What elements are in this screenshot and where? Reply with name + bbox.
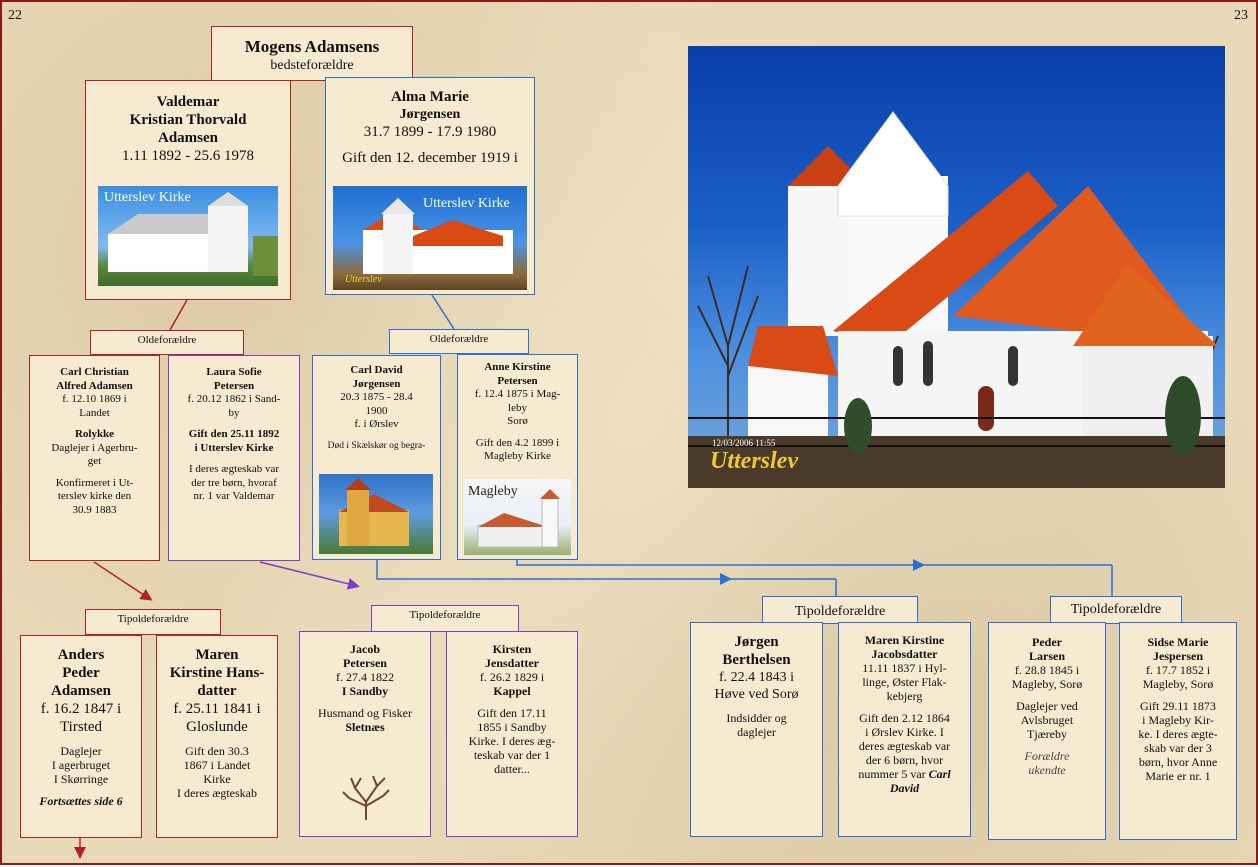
sidse-married-4: skab var der 3 — [1144, 741, 1212, 755]
mj-married-4: der 6 børn, hvor — [865, 753, 944, 767]
photo-caption-large: Utterslev — [710, 448, 798, 474]
cc-name-1: Carl Christian — [60, 366, 129, 378]
anne-born-1: f. 12.4 1875 i Mag- — [474, 388, 561, 400]
anne-married-2: Magleby Kirke — [484, 450, 551, 462]
sidse-name-1: Sidse Marie — [1147, 635, 1209, 649]
laura-born-2: by — [228, 406, 240, 419]
valdemar-dates: 1.11 1892 - 25.6 1978 — [122, 148, 254, 164]
maren-married-4: I deres ægteskab — [177, 786, 257, 800]
sidse-married-6: Marie er nr. 1 — [1145, 769, 1211, 783]
person-peder — [988, 622, 1106, 840]
sidse-born-1: f. 17.7 1852 i — [1145, 663, 1211, 677]
jacob-place-2: Sletnæs — [345, 720, 385, 734]
peder-parents-2: ukendte — [1028, 763, 1066, 777]
valdemar-name-3: Adamsen — [157, 130, 218, 146]
maren-name-1: Maren — [195, 647, 239, 663]
laura-name-2: Petersen — [213, 379, 255, 392]
person-jacob — [299, 631, 431, 837]
valdemar-name-1: Valdemar — [156, 94, 220, 110]
kirsten-name-1: Kirsten — [492, 642, 532, 656]
cc-born-1: f. 12.10 1869 i — [62, 393, 127, 405]
cd-name-2: Jørgensen — [352, 377, 401, 390]
mj-name-2: Jacobsdatter — [871, 647, 938, 661]
title-box — [211, 26, 413, 81]
jacob-born: f. 27.4 1822 — [336, 670, 394, 684]
title-name: Mogens Adamsens — [244, 37, 380, 56]
label-tipolde-2: Tipoldeforældre — [371, 605, 519, 632]
cc-occ-1: Daglejer i Agerbru- — [51, 441, 138, 454]
sidse-married-5: børn, hvor Anne — [1138, 755, 1218, 769]
laura-note-1: I deres ægteskab var — [188, 463, 280, 475]
mj-name-1: Maren Kirstine — [864, 633, 945, 647]
sidse-name-2: Jespersen — [1153, 649, 1203, 663]
mj-married-1: Gift den 2.12 1864 — [859, 711, 950, 725]
mj-married-2: i Ørslev Kirke. I — [865, 725, 944, 739]
jacob-name-1: Jacob — [350, 642, 380, 656]
laura-note-2: der tre børn, hvoraf — [191, 476, 277, 489]
kirsten-name-2: Jensdatter — [485, 656, 539, 670]
anders-occ-1: Daglejer — [60, 744, 102, 758]
utterslev-church-large-photo — [688, 46, 1225, 488]
peder-occ-2: Avlsbruget — [1020, 713, 1074, 727]
person-anders — [20, 635, 142, 838]
laura-name-1: Laura Sofie — [206, 366, 262, 378]
kirsten-married-3: Kirke. I deres æg- — [468, 734, 556, 748]
peder-born-2: Magleby, Sorø — [1011, 677, 1083, 691]
magleby-church-photo — [464, 479, 571, 555]
jorgen-born-2: Høve ved Sorø — [714, 687, 799, 702]
anders-born-2: Tirsted — [60, 719, 102, 735]
anne-born-3: Sorø — [507, 415, 528, 427]
person-anne — [457, 354, 578, 560]
label-tipolde-3: Tipoldeforældre — [762, 596, 918, 624]
person-carl-christian — [29, 355, 160, 561]
person-jorgen — [690, 622, 823, 837]
cc-name-2: Alfred Adamsen — [56, 379, 133, 392]
church-photo-carl-david — [319, 474, 433, 554]
anders-name-2: Peder — [62, 665, 100, 681]
valdemar-name-2: Kristian Thorvald — [129, 112, 247, 128]
page-number-right: 23 — [1234, 8, 1248, 23]
maren-name-2: Kirstine Hans- — [169, 665, 265, 681]
alma-name-1: Alma Marie — [391, 89, 469, 105]
alma-married: Gift den 12. december 1919 i — [342, 150, 518, 166]
jacob-occupation: Husmand og Fisker — [318, 706, 412, 720]
cc-conf-1: Konfirmeret i Ut- — [55, 476, 134, 489]
maren-name-3: datter — [197, 683, 237, 699]
utterslev-church-photo-1 — [98, 186, 278, 286]
person-sidse — [1119, 622, 1237, 840]
cd-name-1: Carl David — [350, 364, 403, 376]
peder-name-2: Larsen — [1029, 649, 1065, 663]
laura-note-3: nr. 1 var Valdemar — [193, 490, 275, 502]
peder-occ-3: Tjæreby — [1027, 727, 1067, 741]
anders-occ-3: I Skørringe — [53, 772, 109, 786]
utterslev-church-photo-2 — [333, 186, 527, 290]
sidse-born-2: Magleby, Sorø — [1142, 677, 1214, 691]
page-number-left: 22 — [8, 8, 22, 23]
alma-dates: 31.7 1899 - 17.9 1980 — [363, 124, 497, 140]
sidse-married-3: ke. I deres ægte- — [1138, 727, 1218, 741]
jacob-name-2: Petersen — [343, 656, 387, 670]
jorgen-born-1: f. 22.4 1843 i — [718, 670, 795, 685]
maren-married-3: Kirke — [203, 772, 231, 786]
person-maren — [156, 635, 278, 838]
kirsten-married-1: Gift den 17.11 — [477, 706, 547, 720]
jacob-place: I Sandby — [341, 684, 389, 698]
cd-born: f. i Ørslev — [354, 418, 399, 430]
anne-married-1: Gift den 4.2 1899 i — [475, 436, 560, 449]
label-oldeforaeldre-2: Oldeforældre — [389, 329, 529, 354]
anne-name-1: Anne Kirstine — [484, 361, 551, 373]
mj-married-5: nummer 5 var — [858, 767, 926, 781]
cd-dates-1: 20.3 1875 - 28.4 — [340, 391, 413, 403]
jorgen-occ-1: Indsidder og — [726, 711, 787, 725]
peder-occ-1: Daglejer ved — [1016, 699, 1078, 713]
anders-born-1: f. 16.2 1847 i — [40, 701, 122, 717]
cc-born-2: Landet — [79, 406, 110, 419]
sidse-married-2: i Magleby Kir- — [1142, 713, 1214, 727]
maren-born-1: f. 25.11 1841 i — [173, 701, 261, 717]
photo-label-2: Utterslev Kirke — [423, 196, 510, 211]
cc-conf-2: terslev kirke den — [57, 490, 132, 502]
peder-parents-1: Forældre — [1024, 749, 1070, 763]
peder-name-1: Peder — [1032, 635, 1062, 649]
person-maren-jacobsdatter — [838, 622, 971, 837]
mj-born-1: 11.11 1837 i Hyl- — [862, 661, 947, 675]
person-alma — [325, 77, 535, 295]
label-tipolde-4: Tipoldeforældre — [1050, 596, 1182, 624]
person-kirsten — [446, 631, 578, 837]
maren-married-1: Gift den 30.3 — [185, 744, 249, 758]
cd-death: Død i Skælskør og begra- — [327, 440, 426, 451]
person-valdemar — [85, 80, 291, 300]
cd-dates-2: 1900 — [365, 404, 388, 417]
photo-caption-2: Utterslev — [345, 274, 382, 285]
maren-born-2: Gloslunde — [186, 719, 248, 735]
kirsten-married-5: datter... — [494, 762, 530, 776]
mj-born-3: kebjerg — [886, 689, 923, 703]
mj-born-2: linge, Øster Flak- — [862, 675, 947, 689]
photo-timestamp: 12/03/2006 11:55 — [712, 438, 776, 448]
kirsten-married-2: 1855 i Sandby — [477, 720, 547, 734]
anders-occ-2: I agerbruget — [51, 758, 111, 772]
title-subtitle: bedsteforældre — [270, 58, 354, 73]
cc-occ-2: get — [87, 455, 102, 467]
cc-conf-3: 30.9 1883 — [72, 503, 117, 516]
laura-born-1: f. 20.12 1862 i Sand- — [187, 393, 281, 405]
jorgen-name-1: Jørgen — [734, 634, 779, 650]
maren-married-2: 1867 i Landet — [183, 758, 251, 772]
sidse-married-1: Gift 29.11 1873 — [1140, 699, 1216, 713]
cc-place: Rolykke — [74, 428, 115, 440]
anne-name-2: Petersen — [497, 374, 538, 387]
mj-married-7: David — [889, 781, 920, 795]
peder-born-1: f. 28.8 1845 i — [1014, 663, 1080, 677]
laura-married-2: i Utterslev Kirke — [194, 441, 274, 454]
magleby-photo-label: Magleby — [468, 484, 518, 499]
person-carl-david — [312, 355, 441, 560]
anders-name-3: Adamsen — [50, 683, 111, 699]
jorgen-name-2: Berthelsen — [722, 652, 791, 668]
jorgen-occ-2: daglejer — [737, 725, 776, 739]
mj-married-3: deres ægteskab var — [858, 739, 951, 753]
kirsten-born-2: Kappel — [493, 684, 531, 698]
laura-married-1: Gift den 25.11 1892 — [188, 428, 280, 440]
anders-continued: Fortsættes side 6 — [39, 794, 123, 808]
photo-label-1: Utterslev Kirke — [104, 190, 191, 205]
anne-born-2: leby — [508, 401, 527, 414]
person-laura — [168, 355, 300, 561]
label-oldeforaeldre-1: Oldeforældre — [90, 330, 244, 355]
alma-name-2: Jørgensen — [399, 107, 461, 122]
kirsten-married-4: teskab var der 1 — [473, 748, 551, 762]
label-tipolde-1: Tipoldeforældre — [85, 609, 221, 635]
tree-icon — [341, 772, 391, 822]
mj-married-6: Carl — [928, 767, 951, 781]
anders-name-1: Anders — [57, 647, 105, 663]
kirsten-born-1: f. 26.2 1829 i — [479, 670, 545, 684]
